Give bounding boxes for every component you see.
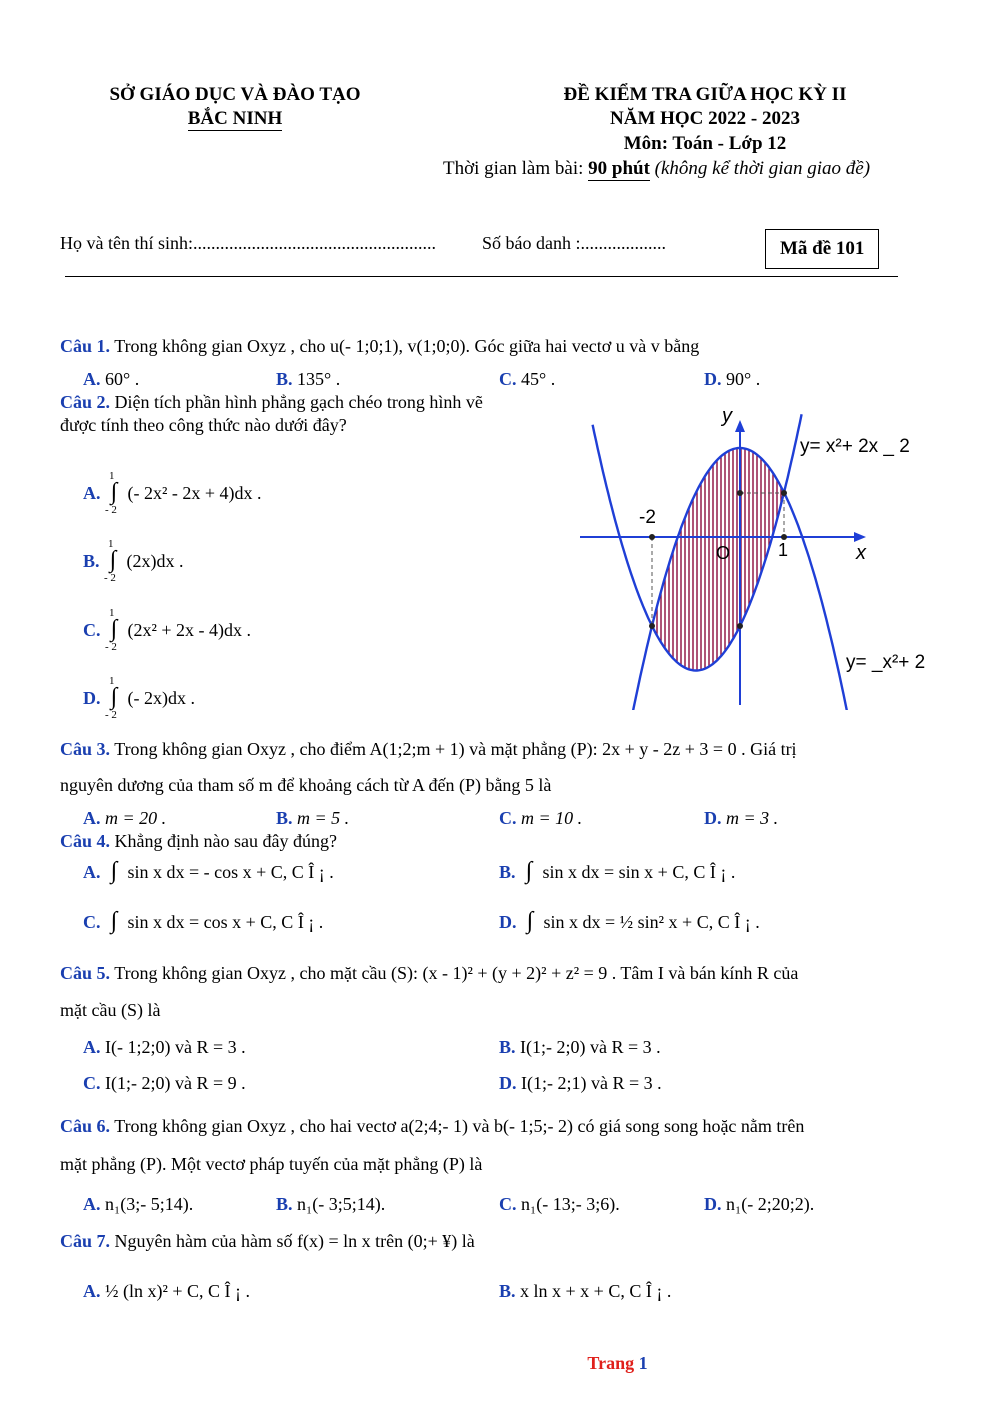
province-text: BẮC NINH <box>187 108 283 129</box>
q1-option-c[interactable] <box>499 367 555 391</box>
y-axis-arrow-icon <box>735 420 745 432</box>
q4-option-a[interactable] <box>83 859 334 884</box>
option-text: sin x dx = cos x + C, C Î ¡ . <box>127 912 324 932</box>
option-text: (2x)dx . <box>126 551 184 571</box>
option-text: sin x dx = ½ sin² x + C, C Î ¡ . <box>543 912 760 932</box>
question-2 <box>60 390 483 414</box>
lower-limit: - 2 <box>105 641 117 653</box>
q7-option-a[interactable] <box>83 1279 250 1303</box>
q6-option-a[interactable] <box>83 1192 193 1216</box>
question-label: Câu 2. <box>60 392 111 412</box>
question-3 <box>60 737 797 761</box>
question-4 <box>60 829 337 853</box>
tick-label-neg2: -2 <box>639 507 656 528</box>
option-text: sin x dx = sin x + C, C Î ¡ . <box>542 862 736 882</box>
option-text: m = 3 . <box>726 808 779 828</box>
question-text: Nguyên hàm của hàm số f(x) = ln x trên (0;+ ¥) là <box>114 1231 475 1251</box>
question-label: Câu 7. <box>60 1231 111 1251</box>
province-name <box>60 108 410 130</box>
upper-limit: 1 <box>109 607 115 619</box>
option-text: sin x dx = - cos x + C, C Î ¡ . <box>127 862 334 882</box>
option-text: I(1;- 2;1) và R = 3 . <box>521 1073 662 1093</box>
q4-option-b[interactable] <box>499 859 735 884</box>
q2-option-b[interactable] <box>83 538 184 584</box>
option-text: (- 2x² - 2x + 4)dx . <box>127 483 262 503</box>
exam-code-box: Mã đề 101 <box>765 229 879 269</box>
option-key: D. <box>499 1073 517 1093</box>
q4-option-c[interactable] <box>83 909 323 934</box>
question-6-line2: mặt phẳng (P). Một vectơ pháp tuyến của mặt phẳng (P) là <box>60 1154 483 1174</box>
option-text: I(1;- 2;0) và R = 3 . <box>520 1037 661 1057</box>
option-key: C. <box>83 620 101 640</box>
q5-option-a[interactable] <box>83 1035 246 1059</box>
option-text: m = 5 . <box>297 808 350 828</box>
option-key: C. <box>499 808 517 828</box>
question-6 <box>60 1114 804 1138</box>
option-text: n₁(- 2;20;2). <box>726 1194 815 1214</box>
option-text: I(1;- 2;0) và R = 9 . <box>105 1073 246 1093</box>
q1-option-d[interactable] <box>704 367 760 391</box>
question-label: Câu 4. <box>60 831 111 851</box>
question-1 <box>60 334 699 358</box>
q7-option-b[interactable] <box>499 1279 671 1303</box>
time-value: 90 phút <box>588 158 650 179</box>
question-text-line1: Trong không gian Oxyz , cho mặt cầu (S): (x - 1)² + (y + 2)² + z² = 9 . Tâm I và bán kính R của <box>114 963 799 983</box>
separator-line <box>65 276 898 277</box>
upper-limit: 1 <box>109 675 115 687</box>
option-key: A. <box>83 862 101 882</box>
integral-sign: ∫ <box>110 908 118 934</box>
question-2-line2: được tính theo công thức nào dưới đây? <box>60 415 347 435</box>
upper-limit: 1 <box>108 538 114 550</box>
question-text-line1: Diện tích phần hình phẳng gạch chéo trong hình vẽ <box>114 392 483 412</box>
lower-limit: - 2 <box>105 504 117 516</box>
lower-limit: - 2 <box>104 572 116 584</box>
option-key: D. <box>83 688 101 708</box>
question-label: Câu 1. <box>60 336 111 356</box>
option-text: (- 2x)dx . <box>127 688 195 708</box>
q4-option-d[interactable] <box>499 909 760 934</box>
integral-sign: ∫ 1 - 2 <box>104 548 122 572</box>
q5-option-d[interactable] <box>499 1071 662 1095</box>
option-key: A. <box>83 1281 101 1301</box>
option-key: D. <box>704 369 722 389</box>
q5-option-b[interactable] <box>499 1035 661 1059</box>
integral-sign: ∫ <box>110 858 118 884</box>
lower-limit: - 2 <box>105 709 117 721</box>
option-text: ½ (ln x)² + C, C Î ¡ . <box>105 1281 251 1301</box>
tick-label-1: 1 <box>778 540 789 560</box>
question-label: Câu 6. <box>60 1116 111 1136</box>
q6-option-b[interactable] <box>276 1192 385 1216</box>
option-text: I(- 1;2;0) và R = 3 . <box>105 1037 246 1057</box>
exam-title: ĐỀ KIỂM TRA GIỮA HỌC KỲ II <box>563 84 847 105</box>
option-key: B. <box>276 808 293 828</box>
q6-option-d[interactable] <box>704 1192 814 1216</box>
option-key: C. <box>83 1073 101 1093</box>
q2-option-a[interactable] <box>83 470 262 516</box>
subject: Môn: Toán - Lớp 12 <box>623 133 787 154</box>
option-key: D. <box>704 1194 722 1214</box>
option-key: C. <box>499 1194 517 1214</box>
upper-limit: 1 <box>109 470 115 482</box>
q3-option-d[interactable] <box>704 806 778 830</box>
question-label: Câu 3. <box>60 739 111 759</box>
origin-label: O <box>716 543 731 563</box>
option-text: (2x² + 2x - 4)dx . <box>127 620 252 640</box>
option-text: n₁(- 3;5;14). <box>297 1194 386 1214</box>
option-key: A. <box>83 1037 101 1057</box>
school-year: NĂM HỌC 2022 - 2023 <box>610 108 800 129</box>
q2-option-d[interactable] <box>83 675 195 721</box>
integral-sign: ∫ <box>526 908 534 934</box>
option-text: 90° . <box>726 369 761 389</box>
page-number: 1 <box>638 1353 648 1373</box>
question-label: Câu 5. <box>60 963 111 983</box>
option-text: 135° . <box>297 369 341 389</box>
option-text: 60° . <box>105 369 140 389</box>
time-prefix: Thời gian làm bài: <box>443 158 589 179</box>
option-key: A. <box>83 808 101 828</box>
option-key: A. <box>83 369 101 389</box>
x-axis-arrow-icon <box>854 532 866 542</box>
integral-sign: ∫ 1 - 2 <box>105 480 123 504</box>
q3-option-b[interactable] <box>276 806 349 830</box>
q1-option-a[interactable] <box>83 367 139 391</box>
option-key: A. <box>83 1194 101 1214</box>
option-key: B. <box>276 1194 293 1214</box>
curve2-label: y= _x²+ 2 <box>846 652 926 673</box>
option-key: C. <box>499 369 517 389</box>
option-text: m = 10 . <box>521 808 583 828</box>
option-key: B. <box>499 1281 516 1301</box>
option-key: D. <box>704 808 722 828</box>
option-key: D. <box>499 912 517 932</box>
option-text: n₁(3;- 5;14). <box>105 1194 194 1214</box>
q3-option-c[interactable] <box>499 806 582 830</box>
option-text: m = 20 . <box>105 808 167 828</box>
question-5 <box>60 961 798 985</box>
question-text-line1: Trong không gian Oxyz , cho hai vectơ a(2;4;- 1) và b(- 1;5;- 2) có giá song song hoặc nằm trên <box>114 1116 805 1136</box>
department-name: SỞ GIÁO DỤC VÀ ĐÀO TẠO <box>109 84 361 105</box>
q2-graph-figure <box>572 400 942 710</box>
q5-option-c[interactable] <box>83 1071 246 1095</box>
option-key: B. <box>83 551 100 571</box>
student-id-label: Số báo danh :................... <box>482 233 666 253</box>
option-key: C. <box>83 912 101 932</box>
q6-option-c[interactable] <box>499 1192 620 1216</box>
option-text: n₁(- 13;- 3;6). <box>521 1194 620 1214</box>
q2-option-c[interactable] <box>83 607 252 653</box>
question-text-line1: Trong không gian Oxyz , cho điểm A(1;2;m + 1) và mặt phẳng (P): 2x + y - 2z + 3 = 0 . Giá trị <box>114 739 797 759</box>
option-key: B. <box>276 369 293 389</box>
option-key: B. <box>499 862 516 882</box>
student-name-label: Họ và tên thí sinh:...................................................... <box>60 233 436 253</box>
option-text: 45° . <box>521 369 556 389</box>
option-text: x ln x + x + C, C Î ¡ . <box>520 1281 672 1301</box>
time-note: (không kể thời gian giao đề) <box>649 158 871 179</box>
integral-sign: ∫ 1 - 2 <box>105 685 123 709</box>
question-3-line2: nguyên dương của tham số m để khoảng cách từ A đến (P) bằng 5 là <box>60 775 552 795</box>
time-line <box>443 158 870 180</box>
integral-sign: ∫ <box>525 858 533 884</box>
q1-option-b[interactable] <box>276 367 340 391</box>
question-text: Khẳng định nào sau đây đúng? <box>114 831 337 851</box>
curve1-label: y= x²+ 2x _ 2 <box>800 436 910 457</box>
page-word: Trang <box>587 1353 635 1373</box>
question-text: Trong không gian Oxyz , cho u(- 1;0;1), v(1;0;0). Góc giữa hai vectơ u và v bằng <box>114 336 700 356</box>
question-5-line2: mặt cầu (S) là <box>60 1000 161 1020</box>
page-footer <box>0 1353 1000 1374</box>
integral-sign: ∫ 1 - 2 <box>105 617 123 641</box>
x-axis-label: x <box>856 542 866 564</box>
question-7 <box>60 1229 475 1253</box>
option-key: A. <box>83 483 101 503</box>
y-axis-label: y <box>722 405 732 427</box>
q3-option-a[interactable] <box>83 806 166 830</box>
option-key: B. <box>499 1037 516 1057</box>
